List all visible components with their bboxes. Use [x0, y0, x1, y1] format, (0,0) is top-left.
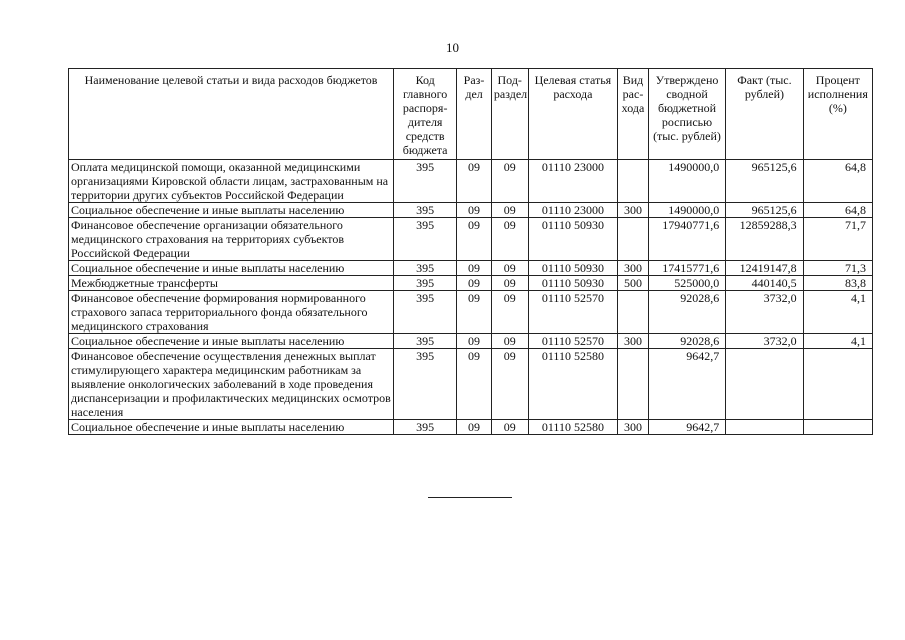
- cell-percent: 64,8: [803, 160, 872, 203]
- cell-section: 09: [457, 218, 492, 261]
- cell-percent: 64,8: [803, 203, 872, 218]
- cell-name: Финансовое обеспечение организации обязательного медицинского страхования на территориях субъектов Российской Федерации: [69, 218, 394, 261]
- table-row: [69, 334, 873, 349]
- cell-percent: 83,8: [803, 276, 872, 291]
- cell-section: 09: [457, 420, 492, 435]
- cell-section: 09: [457, 291, 492, 334]
- cell-kind: 300: [618, 261, 649, 276]
- cell-name: Социальное обеспечение и иные выплаты населению: [69, 261, 394, 276]
- cell-kind: 300: [618, 420, 649, 435]
- cell-code: 395: [394, 334, 457, 349]
- cell-fact: 3732,0: [726, 291, 803, 334]
- end-separator-line: [428, 497, 512, 498]
- cell-fact: [726, 420, 803, 435]
- table-body: [69, 160, 873, 435]
- cell-target: 01110 50930: [528, 261, 618, 276]
- cell-percent: 71,7: [803, 218, 872, 261]
- cell-target: 01110 23000: [528, 203, 618, 218]
- cell-section: 09: [457, 203, 492, 218]
- cell-fact: 965125,6: [726, 203, 803, 218]
- cell-target: 01110 52570: [528, 334, 618, 349]
- header-fact: Факт (тыс. рублей): [726, 69, 803, 160]
- cell-name: Межбюджетные трансферты: [69, 276, 394, 291]
- header-section: Раз-дел: [457, 69, 492, 160]
- header-name: Наименование целевой статьи и вида расходов бюджетов: [69, 69, 394, 160]
- cell-name: Финансовое обеспечение осуществления денежных выплат стимулирующего характера медицинским работникам за выявление онкологических заболеваний в ходе проведения диспансеризации и профилактических медицинских осмотров населения: [69, 349, 394, 420]
- cell-kind: [618, 218, 649, 261]
- cell-kind: 500: [618, 276, 649, 291]
- cell-target: 01110 52570: [528, 291, 618, 334]
- cell-subsection: 09: [491, 218, 528, 261]
- cell-subsection: 09: [491, 261, 528, 276]
- header-percent: Процент исполнения (%): [803, 69, 872, 160]
- cell-code: 395: [394, 291, 457, 334]
- cell-code: 395: [394, 420, 457, 435]
- cell-percent: [803, 349, 872, 420]
- cell-approved: 1490000,0: [648, 160, 725, 203]
- cell-target: 01110 52580: [528, 349, 618, 420]
- header-target: Целевая статья расхода: [528, 69, 618, 160]
- cell-approved: 525000,0: [648, 276, 725, 291]
- cell-percent: 4,1: [803, 334, 872, 349]
- cell-code: 395: [394, 349, 457, 420]
- header-code: Код главного распоря-дителя средств бюджета: [394, 69, 457, 160]
- cell-percent: 4,1: [803, 291, 872, 334]
- cell-name: Оплата медицинской помощи, оказанной медицинскими организациями Кировской области лицам, застрахованным на территории других субъектов Российской Федерации: [69, 160, 394, 203]
- cell-kind: [618, 349, 649, 420]
- cell-section: 09: [457, 334, 492, 349]
- cell-fact: 965125,6: [726, 160, 803, 203]
- cell-kind: 300: [618, 203, 649, 218]
- cell-fact: 12419147,8: [726, 261, 803, 276]
- cell-section: 09: [457, 261, 492, 276]
- cell-subsection: 09: [491, 349, 528, 420]
- cell-code: 395: [394, 218, 457, 261]
- table-row: [69, 349, 873, 420]
- table-row: [69, 276, 873, 291]
- cell-section: 09: [457, 160, 492, 203]
- cell-subsection: 09: [491, 291, 528, 334]
- cell-name: Социальное обеспечение и иные выплаты населению: [69, 203, 394, 218]
- cell-approved: 17940771,6: [648, 218, 725, 261]
- cell-name: Финансовое обеспечение формирования нормированного страхового запаса территориального фонда обязательного медицинского страхования: [69, 291, 394, 334]
- cell-code: 395: [394, 203, 457, 218]
- table-row: [69, 291, 873, 334]
- cell-approved: 9642,7: [648, 349, 725, 420]
- cell-target: 01110 23000: [528, 160, 618, 203]
- cell-subsection: 09: [491, 334, 528, 349]
- cell-target: 01110 52580: [528, 420, 618, 435]
- cell-code: 395: [394, 261, 457, 276]
- cell-fact: 440140,5: [726, 276, 803, 291]
- cell-name: Социальное обеспечение и иные выплаты населению: [69, 334, 394, 349]
- cell-subsection: 09: [491, 203, 528, 218]
- cell-percent: [803, 420, 872, 435]
- header-subsection: Под-раздел: [491, 69, 528, 160]
- cell-target: 01110 50930: [528, 218, 618, 261]
- header-approved: Утверждено сводной бюджетной росписью (тыс. рублей): [648, 69, 725, 160]
- header-kind: Вид рас-хода: [618, 69, 649, 160]
- cell-code: 395: [394, 276, 457, 291]
- cell-approved: 1490000,0: [648, 203, 725, 218]
- cell-subsection: 09: [491, 276, 528, 291]
- cell-target: 01110 50930: [528, 276, 618, 291]
- cell-fact: 12859288,3: [726, 218, 803, 261]
- cell-approved: 92028,6: [648, 291, 725, 334]
- cell-section: 09: [457, 349, 492, 420]
- cell-kind: [618, 160, 649, 203]
- table-header-row: [69, 69, 873, 160]
- table-row: [69, 160, 873, 203]
- cell-fact: [726, 349, 803, 420]
- cell-subsection: 09: [491, 160, 528, 203]
- cell-name: Социальное обеспечение и иные выплаты населению: [69, 420, 394, 435]
- cell-subsection: 09: [491, 420, 528, 435]
- page-number: 10: [446, 40, 459, 55]
- cell-section: 09: [457, 276, 492, 291]
- table-row: [69, 218, 873, 261]
- table-row: [69, 261, 873, 276]
- cell-percent: 71,3: [803, 261, 872, 276]
- cell-approved: 17415771,6: [648, 261, 725, 276]
- cell-kind: 300: [618, 334, 649, 349]
- table-row: [69, 420, 873, 435]
- cell-code: 395: [394, 160, 457, 203]
- cell-approved: 9642,7: [648, 420, 725, 435]
- cell-kind: [618, 291, 649, 334]
- cell-approved: 92028,6: [648, 334, 725, 349]
- cell-fact: 3732,0: [726, 334, 803, 349]
- budget-execution-table: [68, 68, 873, 435]
- table-row: [69, 203, 873, 218]
